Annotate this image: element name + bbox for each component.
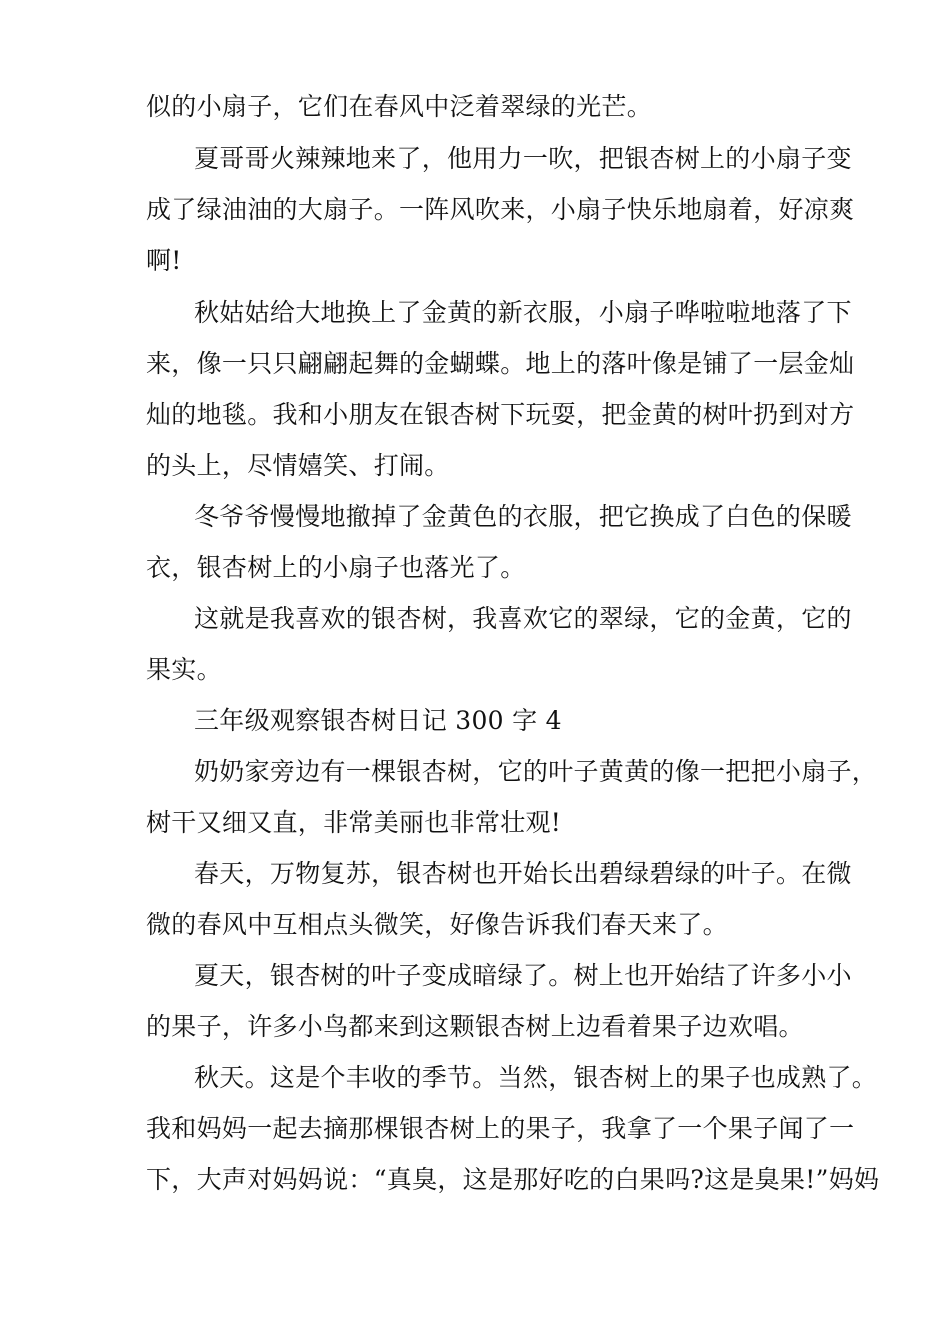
text-line: 似的小扇子，它们在春风中泛着翠绿的光芒。: [146, 92, 653, 121]
text-line: 树干又细又直，非常美丽也非常壮观!: [146, 808, 562, 837]
text-line: 春天，万物复苏，银杏树也开始长出碧绿碧绿的叶子。在微: [194, 859, 852, 888]
text-line: 的果子，许多小鸟都来到这颗银杏树上边看着果子边欢唱。: [146, 1012, 804, 1041]
text-line: 衣，银杏树上的小扇子也落光了。: [146, 553, 526, 582]
text-line: 果实。: [146, 655, 222, 684]
text-line: 下，大声对妈妈说：“真臭，这是那好吃的白果吗?这是臭果!”妈妈: [146, 1165, 880, 1194]
text-line: 这就是我喜欢的银杏树，我喜欢它的翠绿，它的金黄，它的: [194, 604, 852, 633]
text-line: 的头上，尽情嬉笑、打闹。: [146, 451, 450, 480]
text-line: 来，像一只只翩翩起舞的金蝴蝶。地上的落叶像是铺了一层金灿: [146, 349, 855, 378]
text-line: 我和妈妈一起去摘那棵银杏树上的果子，我拿了一个果子闻了一: [146, 1114, 855, 1143]
text-line: 秋天。这是个丰收的季节。当然，银杏树上的果子也成熟了。: [194, 1063, 878, 1092]
text-line: 夏哥哥火辣辣地来了，他用力一吹，把银杏树上的小扇子变: [194, 144, 852, 173]
text-line: 冬爷爷慢慢地撤掉了金黄色的衣服，把它换成了白色的保暖: [194, 502, 852, 531]
text-line: 夏天，银杏树的叶子变成暗绿了。树上也开始结了许多小小: [194, 961, 852, 990]
text-line: 成了绿油油的大扇子。一阵风吹来，小扇子快乐地扇着，好凉爽: [146, 195, 855, 224]
section-heading: 三年级观察银杏树日记 300 字 4: [194, 706, 562, 735]
text-line: 奶奶家旁边有一棵银杏树，它的叶子黄黄的像一把把小扇子，: [194, 757, 878, 786]
text-line: 灿的地毯。我和小朋友在银杏树下玩耍，把金黄的树叶扔到对方: [146, 400, 855, 429]
text-line: 微的春风中互相点头微笑，好像告诉我们春天来了。: [146, 910, 728, 939]
text-line: 秋姑姑给大地换上了金黄的新衣服，小扇子哗啦啦地落了下: [194, 298, 852, 327]
text-line: 啊!: [146, 246, 182, 275]
